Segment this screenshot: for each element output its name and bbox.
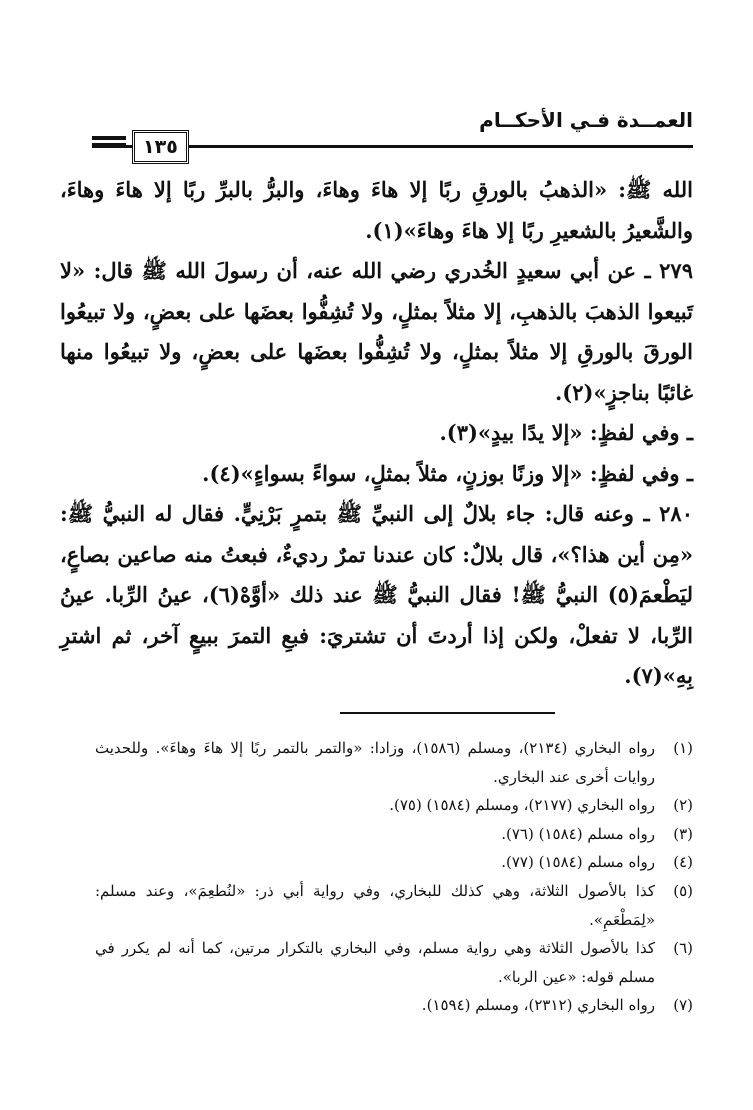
page-number: ١٣٥ — [132, 130, 189, 164]
hadith-280: ٢٨٠ ـ وعنه قال: جاء بلالٌ إلى النبيِّ ﷺ بتمرٍ بَرْنِيٍّ. فقال له النبيُّ ﷺ: «مِن أين هذا؟»، قال بلالٌ: كان عندنا تمرٌ رديءٌ، فبعتُ منه صاعين بصاعٍ، ليَطْعمَ(٥) النبيُّ ﷺ! فقال النبيُّ ﷺ عند ذلك «أوَّهْ(٦)، عينُ الرِّبا. عينُ الرِّبا، لا تفعلْ، ولكن إذا أردتَ أن تشتريَ: فبعِ التمرَ ببيعٍ آخر، ثم اشترِ بِهِ»(٧). — [60, 501, 693, 688]
footnotes — [95, 734, 693, 1020]
header-ornament-bars — [92, 136, 126, 154]
footnote — [95, 791, 693, 820]
footnote-number: (١) — [673, 739, 693, 757]
footnote-text: رواه البخاري (٢٣١٢)، ومسلم (١٥٩٤). — [421, 996, 655, 1015]
footnote-text: رواه مسلم (١٥٨٤) (٧٦). — [501, 824, 655, 843]
footnote — [95, 991, 693, 1020]
footnote-text: رواه البخاري (٢١٣٤)، ومسلم (١٥٨٦)، وزادا: «والتمر بالتمر ربًا إلا هاءَ وهاءَ». وللحديث روايات أخرى عند البخاري. — [95, 739, 655, 786]
footnote — [95, 934, 693, 991]
main-text — [60, 170, 693, 697]
variant-line: ـ وفي لفظٍ: «إلا وزنًا بوزنٍ، مثلاً بمثلٍ، سواءً بسواءٍ»(٤). — [202, 460, 693, 486]
footnote-text: كذا بالأصول الثلاثة وهي رواية مسلم، وفي البخاري بالتكرار مرتين، كما أنه لم يكرر في مسلم قوله: «عين الربا». — [95, 939, 655, 986]
footnote-number: (٧) — [673, 996, 693, 1015]
footnote-number: (٤) — [673, 853, 693, 872]
footnote — [95, 848, 693, 877]
variant-line: ـ وفي لفظٍ: «إلا يدًا بيدٍ»(٣). — [439, 420, 693, 445]
footnote — [95, 877, 693, 934]
footnote — [95, 820, 693, 849]
footnote-number: (٢) — [673, 796, 693, 815]
page-header — [92, 108, 693, 158]
running-title: العمــدة فـي الأحكــام — [479, 108, 693, 132]
footnote-number: (٣) — [673, 824, 693, 843]
footnote-text: رواه مسلم (١٥٨٤) (٧٧). — [501, 853, 655, 872]
footnote-number: (٦) — [673, 939, 693, 958]
footnote-text: رواه البخاري (٢١٧٧)، ومسلم (١٥٨٤) (٧٥). — [389, 796, 655, 815]
hadith-279: ٢٧٩ ـ عن أبي سعيدٍ الخُدري رضي الله عنه، أن رسولَ الله ﷺ قال: «لا تَبيعوا الذهبَ بالذهبِ، إلا مثلاً بمثلٍ، ولا تُشِفُّوا بعضَها على بعضٍ، ولا تبيعُوا الورقَ بالورقِ إلا مثلاً بمثلٍ، ولا تُشِفُّوا بعضَها على بعضٍ، ولا تبيعُوا منها غائبًا بناجزٍ»(٢). — [60, 258, 693, 405]
footnote-number: (٥) — [673, 881, 693, 900]
footnote — [95, 734, 693, 791]
paragraph: الله ﷺ: «الذهبُ بالورقِ ربًا إلا هاءَ وهاءَ، والبرُّ بالبرِّ ربًا إلا هاءَ وهاءَ، والشَّعيرُ بالشعيرِ ربًا إلا هاءَ وهاءَ»(١). — [60, 177, 693, 243]
footnote-divider — [340, 712, 555, 714]
footnote-text: كذا بالأصول الثلاثة، وهي كذلك للبخاري، وفي رواية أبي ذر: «لنُطعِمَ»، وعند مسلم: «لِمَطْعَمِ». — [95, 881, 655, 929]
